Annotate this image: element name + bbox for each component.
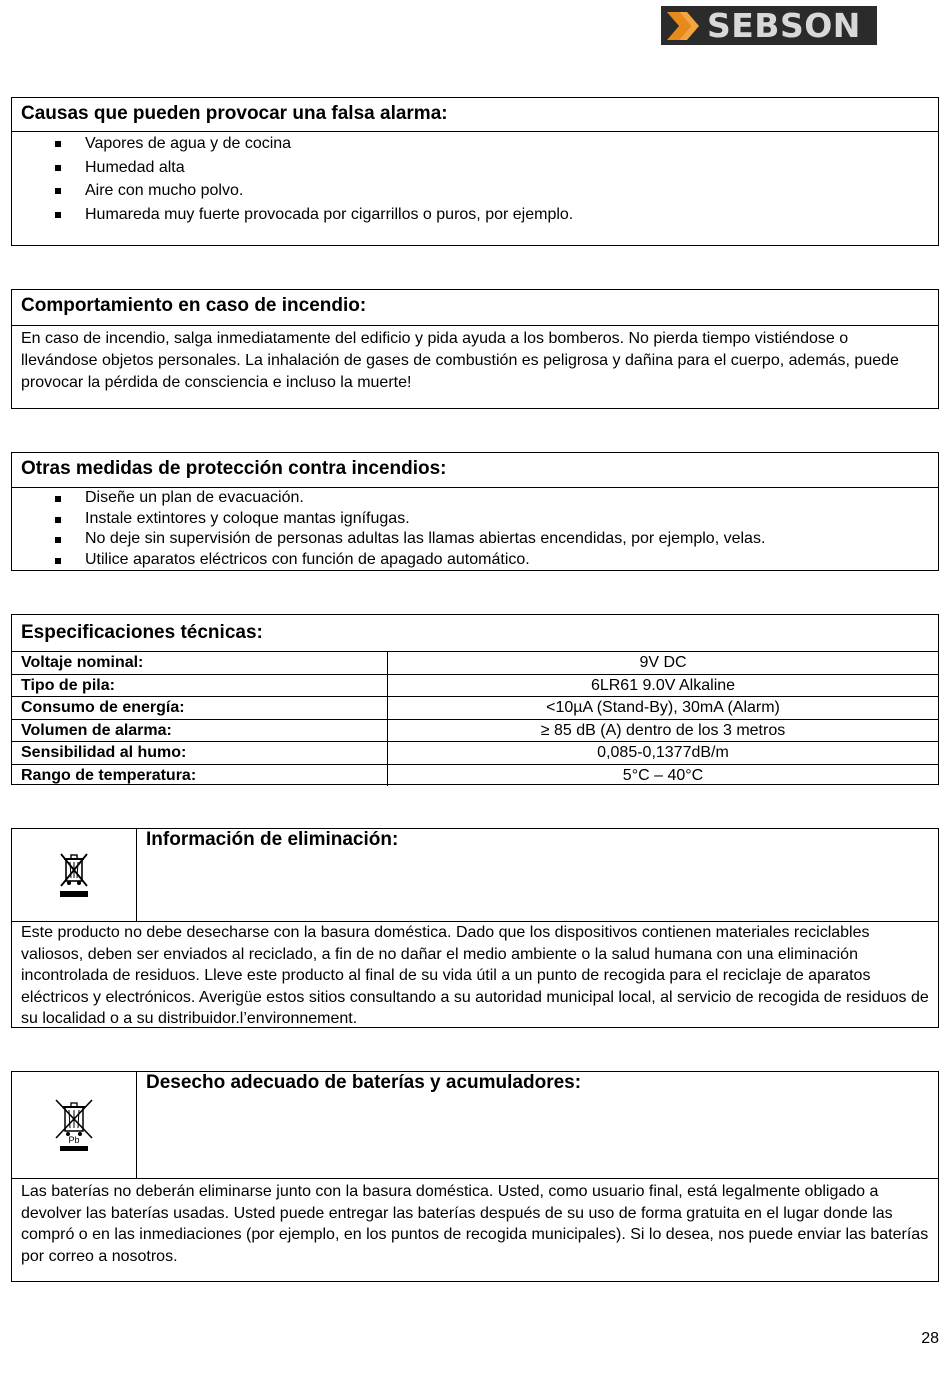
table-row <box>12 697 938 720</box>
spec-value: 9V DC <box>388 652 939 675</box>
spec-value: 5°C – 40°C <box>388 764 939 786</box>
spec-label: Sensibilidad al humo: <box>12 742 388 765</box>
spec-label: Tipo de pila: <box>12 674 388 697</box>
spec-label: Consumo de energía: <box>12 697 388 720</box>
table-row <box>12 719 938 742</box>
batteries-header <box>12 1072 938 1179</box>
list-item: Aire con mucho polvo. <box>54 179 938 203</box>
other-measures-title: Otras medidas de protección contra incendios: <box>12 453 938 488</box>
specs-section <box>11 614 939 785</box>
list-item: Utilice aparatos eléctricos con función de apagado automático. <box>54 550 938 571</box>
spec-value: 0,085-0,1377dB/m <box>388 742 939 765</box>
fire-behavior-text: En caso de incendio, salga inmediatamente del edificio y pida ayuda a los bomberos. No pierda tiempo vistiéndose o llevándose objetos personales. La inhalación de gases de combustión es peligrosa y dañina para el cuerpo, además, puede provocar la pérdida de consciencia e incluso la muerte! <box>21 330 899 391</box>
fire-behavior-title: Comportamiento en caso de incendio: <box>12 290 938 326</box>
disposal-icon-cell <box>12 829 137 921</box>
spec-label: Volumen de alarma: <box>12 719 388 742</box>
weee-crossed-bin-icon <box>57 851 91 899</box>
chevron-logo-icon <box>665 9 705 43</box>
table-row <box>12 742 938 765</box>
disposal-section <box>11 828 939 1028</box>
list-item: Vapores de agua y de cocina <box>54 132 938 156</box>
batteries-section <box>11 1071 939 1282</box>
list-item: No deje sin supervisión de personas adultas las llamas abiertas encendidas, por ejemplo, velas. <box>54 529 938 550</box>
fire-behavior-section <box>11 289 939 409</box>
list-item: Diseñe un plan de evacuación. <box>54 488 938 509</box>
list-item: Instale extintores y coloque mantas ignífugas. <box>54 509 938 530</box>
pb-label: Pb <box>68 1135 80 1145</box>
disposal-title: Información de eliminación: <box>146 829 399 850</box>
disposal-text: Este producto no debe desecharse con la basura doméstica. Dado que los dispositivos contienen materiales reciclables valiosos, deben ser enviados al reciclado, a fin de no dañar el medio ambiente o la salud humana con una eliminación incontrolada de residuos. Lleve este producto al final de su vida útil a un punto de recogida para el reciclaje de aparatos eléctricos y electrónicos. Averigüe estos sitios consultando a su autoridad municipal local, al servicio de recogida de residuos de su localidad o a su distribuidor.l’environnement. <box>21 924 929 1027</box>
table-row <box>12 652 938 675</box>
spec-value: <10µA (Stand-By), 30mA (Alarm) <box>388 697 939 720</box>
sebson-logo <box>661 6 877 45</box>
table-row <box>12 674 938 697</box>
batteries-icon-cell <box>12 1072 137 1178</box>
false-alarm-title: Causas que pueden provocar una falsa alarma: <box>12 98 938 132</box>
specs-title: Especificaciones técnicas: <box>21 622 263 643</box>
list-item: Humareda muy fuerte provocada por cigarrillos o puros, por ejemplo. <box>54 203 938 227</box>
other-measures-list <box>12 488 938 570</box>
batteries-title: Desecho adecuado de baterías y acumuladores: <box>146 1072 582 1093</box>
batteries-text: Las baterías no deberán eliminarse junto con la basura doméstica. Usted, como usuario final, está legalmente obligado a devolver las baterías usadas. Usted puede entregar las baterías después de su uso de forma gratuita en el lugar donde las compró o en las inmediaciones (por ejemplo, en los puntos de recogida municipales). Si lo desea, nos puede enviar las baterías por correo a nosotros. <box>21 1183 929 1265</box>
logo-text: SEBSON <box>707 6 861 45</box>
specs-table <box>12 651 938 786</box>
spec-value: 6LR61 9.0V Alkaline <box>388 674 939 697</box>
disposal-header <box>12 829 938 922</box>
other-measures-section <box>11 452 939 571</box>
spec-label: Rango de temperatura: <box>12 764 388 786</box>
spec-value: ≥ 85 dB (A) dentro de los 3 metros <box>388 719 939 742</box>
false-alarm-section <box>11 97 939 246</box>
page-number: 28 <box>921 1330 939 1347</box>
spec-label: Voltaje nominal: <box>12 652 388 675</box>
list-item: Humedad alta <box>54 156 938 180</box>
table-row <box>12 764 938 786</box>
false-alarm-list <box>12 132 938 226</box>
